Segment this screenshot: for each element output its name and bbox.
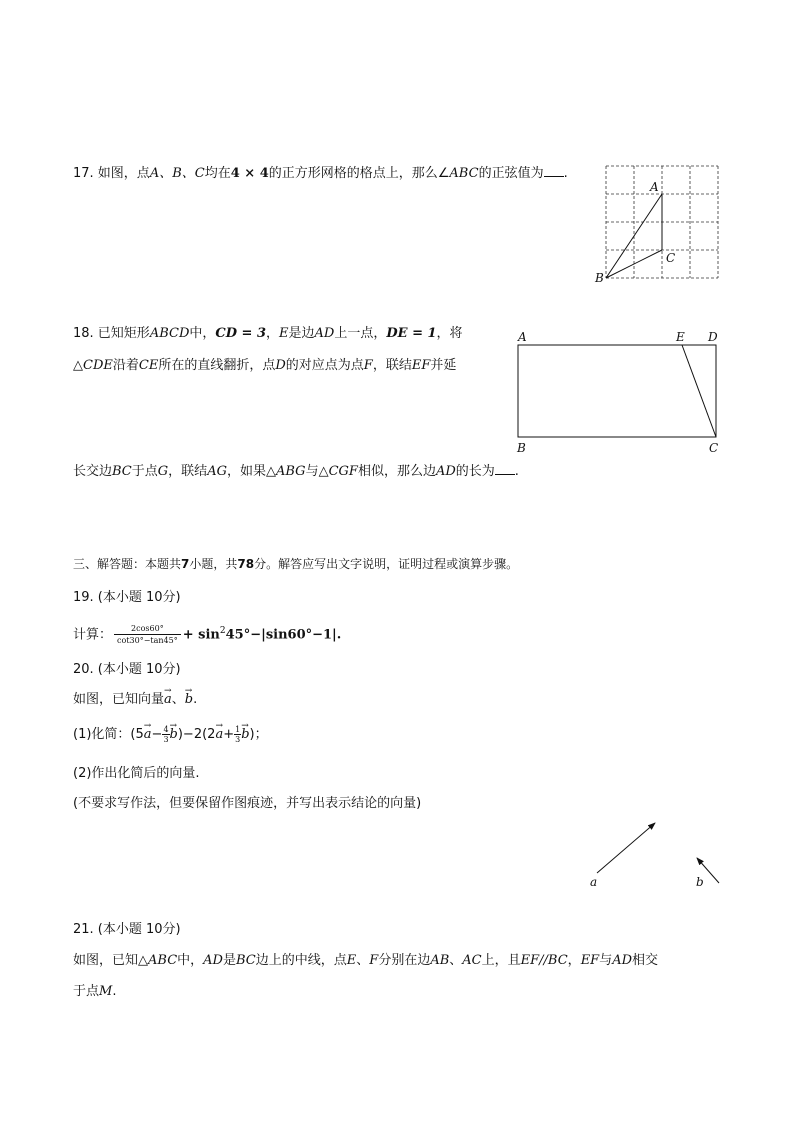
q20-label-a: a <box>590 875 598 889</box>
q18-l2-b: 所在的直线翻折，点 <box>158 358 276 373</box>
q18-l3-ad: AD <box>435 464 456 479</box>
q17-answer-blank <box>544 164 564 177</box>
q18-l3-g2: 的长为 <box>455 464 495 479</box>
q20-p1-frac1-den: 3 <box>163 735 169 744</box>
q20-head: 20. (本小题 10分) <box>73 662 181 677</box>
q18-line1 <box>73 324 463 344</box>
q21-l1-ac: AC <box>462 953 482 968</box>
q20-intro-a: 如图，已知向量 <box>73 692 165 707</box>
section3-num-questions: 7 <box>181 557 190 571</box>
q20-p1-frac2-den: 3 <box>235 735 241 744</box>
q20-intro-end: . <box>193 692 198 707</box>
q18-label-a: A <box>518 330 527 344</box>
q17-text-b: 均在 <box>204 166 231 181</box>
q18-l2-e: 并延 <box>430 358 457 373</box>
q18-l1-rect: ABCD <box>149 326 190 341</box>
q20-p1-a: → a <box>144 722 152 748</box>
q18-l2-c: 的对应点为点 <box>285 358 364 373</box>
q20-p1-label: (1)化简：(5 <box>73 727 144 742</box>
q18-l3-bc: BC <box>112 464 132 479</box>
q18-l2-tri: △CDE <box>73 358 113 373</box>
q19-calc-label: 计算： <box>73 627 113 643</box>
q21-l1-sep2: 、 <box>449 953 463 968</box>
q20-p1-frac1 <box>162 725 169 744</box>
section3-header <box>73 554 518 574</box>
q21-l1-d: 边上的中线，点 <box>255 953 347 968</box>
q17-label-c: C <box>666 251 676 265</box>
q18-answer-blank <box>495 462 515 475</box>
q18-l2-f: F <box>363 358 373 373</box>
q17-points: A、B、C <box>149 166 205 181</box>
q18-l2-a: 沿着 <box>112 358 139 373</box>
q20-part1 <box>73 722 268 748</box>
q20-note: (不要求写作法，但要保留作图痕迹，并写出表示结论的向量) <box>73 796 422 811</box>
q21-l1-h: 上，且 <box>481 953 521 968</box>
q19-head: 19. (本小题 10分) <box>73 590 181 605</box>
q21-l1-a: 如图，已知 <box>73 953 139 968</box>
q21-l1-j: 与 <box>599 953 613 968</box>
q18-l3-abg: △ABG <box>265 464 306 479</box>
section3-text-c: 分。解答应写出文字说明，证明过程或演算步骤。 <box>254 557 519 571</box>
q18-line3 <box>73 462 519 482</box>
q21-l1-tri: △ABC <box>138 953 178 968</box>
q21-l1-parallel: EF//BC <box>520 953 568 968</box>
q20-vectors-figure <box>580 815 730 895</box>
q21-l1-g: 分别在边 <box>378 953 431 968</box>
q18-l2-d: D <box>275 358 286 373</box>
q19-superscript: 2 <box>219 626 226 636</box>
q18-l1-b: 中， <box>189 326 216 341</box>
q19-numerator: 2cos60° <box>114 623 181 635</box>
q18-l3-g: G <box>157 464 169 479</box>
q18-rectangle-figure <box>510 326 730 458</box>
q21-l1-sep: 、 <box>356 953 370 968</box>
q17-text-c: 的正方形网格的格点上，那么∠ <box>268 166 450 181</box>
q20-sep: 、 <box>171 692 185 707</box>
q20-p1-a2: → a <box>215 722 223 748</box>
q20-vector-b: → b <box>185 690 193 710</box>
q20-p1-end: )； <box>249 727 268 742</box>
q21-l2-a: 于点 <box>73 984 100 999</box>
q21-head: 21. (本小题 10分) <box>73 922 181 937</box>
q18-l3-b: 于点 <box>131 464 158 479</box>
q21-l2-m: M <box>99 984 113 999</box>
q18-l1-a: 18. 已知矩形 <box>73 326 150 341</box>
q18-l3-c: ，联结 <box>168 464 208 479</box>
q20-vector-a: → a <box>164 690 172 710</box>
q18-l1-f: ，将 <box>436 326 463 341</box>
q20-vector-a-arrow <box>597 823 655 873</box>
q20-p1-mid: )−2(2 <box>177 727 216 742</box>
q21-l1-e: E <box>346 953 357 968</box>
q18-l2-ce: CE <box>138 358 159 373</box>
q18-l3-e: 与 <box>305 464 319 479</box>
q18-l1-de: DE = 1 <box>386 326 437 341</box>
q19-denominator: cot30°−tan45° <box>117 636 178 646</box>
q18-l3-ag: AG <box>207 464 227 479</box>
q18-l1-d: 是边 <box>288 326 315 341</box>
q18-l1-e: E <box>279 326 289 341</box>
q20-p1-frac2 <box>234 725 241 744</box>
q18-l1-cd: CD = 3 <box>215 326 267 341</box>
section3-text-a: 三、解答题：本题共 <box>73 557 182 571</box>
q21-l1-i: ， <box>567 953 581 968</box>
q17-text-a: 17. 如图，点 <box>73 166 150 181</box>
q17-grid-figure <box>590 160 730 290</box>
q19-rest-b: 45°−|sin60°−1|. <box>225 627 342 643</box>
q18-label-e: E <box>676 330 685 344</box>
q17-label-b: B <box>595 271 604 285</box>
q18-l1-e2: 上一点， <box>334 326 387 341</box>
q21-l1-ef: EF <box>580 953 600 968</box>
q17-text-d: 的正弦值为 <box>478 166 544 181</box>
q21-l2-end: . <box>112 984 117 999</box>
q21-l1-ad2: AD <box>612 953 633 968</box>
q20-p1-b: → b <box>170 722 178 748</box>
q18-l1-ad: AD <box>314 326 335 341</box>
q17-text <box>73 164 568 184</box>
q21-line2 <box>73 982 116 1002</box>
q20-p1-plus: + <box>223 727 235 742</box>
q21-l1-c: 是 <box>222 953 236 968</box>
q18-line2 <box>73 356 456 376</box>
q18-l2-ef: EF <box>411 358 431 373</box>
q21-l1-ab: AB <box>430 953 450 968</box>
q18-l3-cgf: △CGF <box>318 464 358 479</box>
section3-score: 78 <box>237 557 255 571</box>
q18-l1-c: ， <box>266 326 280 341</box>
q18-label-b: B <box>517 441 526 455</box>
q21-l1-k: 相交 <box>632 953 659 968</box>
q18-l3-end: . <box>514 464 519 479</box>
q18-l2-d2: ，联结 <box>372 358 412 373</box>
q17-end: . <box>563 166 568 181</box>
q20-part2: (2)作出化简后的向量. <box>73 766 200 781</box>
q21-line1 <box>73 951 658 971</box>
q17-angle: ABC <box>449 166 479 181</box>
q18-l3-a: 长交边 <box>73 464 113 479</box>
q19-expression <box>73 616 341 650</box>
q20-p1-frac1-num: 4 <box>163 725 169 734</box>
q17-label-a: A <box>650 180 659 194</box>
q20-p1-minus: − <box>151 727 163 742</box>
section3-text-b: 小题，共 <box>189 557 238 571</box>
q21-l1-bc: BC <box>236 953 256 968</box>
q17-grid-size: 4 × 4 <box>230 166 269 181</box>
q21-l1-b: 中， <box>177 953 204 968</box>
q18-label-d: D <box>708 330 718 344</box>
q18-l3-f: 相似，那么边 <box>357 464 436 479</box>
q20-p1-frac2-num: 1 <box>235 725 241 734</box>
q19-fraction <box>114 623 181 646</box>
q20-label-b: b <box>696 875 704 889</box>
q21-l1-ad: AD <box>203 953 223 968</box>
q19-rest-a: + sin <box>182 627 220 643</box>
q20-p1-b2: → b <box>241 722 249 748</box>
q18-l3-d: ，如果 <box>226 464 266 479</box>
q18-label-c: C <box>709 441 719 455</box>
q21-l1-f: F <box>369 953 379 968</box>
q20-intro <box>73 690 197 710</box>
